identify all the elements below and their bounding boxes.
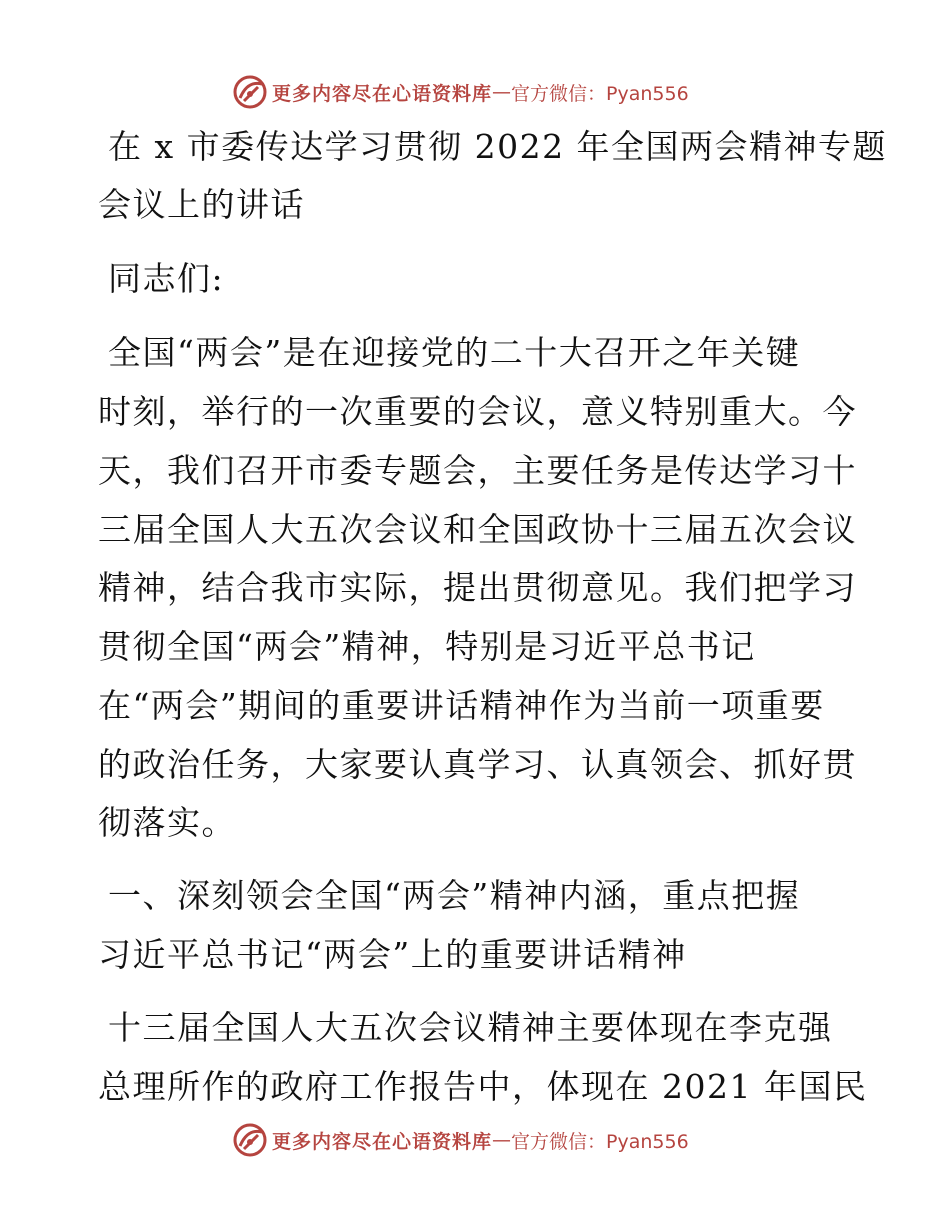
watermark-header [232,72,689,112]
section-heading-line: 一、深刻领会全国“两会”精神内涵，重点把握 [108,876,801,915]
paragraph2-line: 十三届全国人大五次会议精神主要体现在李克强 [108,1008,833,1047]
paragraph2-line: 总理所作的政府工作报告中，体现在 2021 年国民 [98,1067,868,1106]
section-heading-line: 习近平总书记“两会”上的重要讲话精神 [98,935,687,974]
watermark-footer [232,1120,689,1160]
paragraph1-line: 的政治任务，大家要认真学习、认真领会、抓好贯 [98,745,857,784]
brand-logo-icon [232,74,268,110]
paragraph1-line: 在“两会”期间的重要讲话精神作为当前一项重要 [98,686,825,725]
watermark-brand: 更多内容尽在心语资料库 [272,82,493,105]
paragraph1-line: 全国“两会”是在迎接党的二十大召开之年关键 [108,333,801,372]
doc-title-line-1: 在 x 市委传达学习贯彻 2022 年全国两会精神专题 [108,127,888,166]
watermark-suffix: 官方微信：Pyan556 [511,1130,689,1153]
paragraph1-line: 三届全国人大五次会议和全国政协十三届五次会议 [98,510,857,549]
paragraph1-line: 彻落实。 [98,803,236,842]
paragraph1-line: 时刻，举行的一次重要的会议，意义特别重大。今 [98,392,857,431]
salutation: 同志们: [108,259,225,298]
watermark-dash: — [492,1129,512,1151]
watermark-suffix: 官方微信：Pyan556 [511,82,689,105]
brand-logo-icon [232,1122,268,1158]
paragraph1-line: 天，我们召开市委专题会，主要任务是传达学习十 [98,451,857,490]
paragraph1-line: 贯彻全国“两会”精神，特别是习近平总书记 [98,627,756,666]
watermark-dash: — [492,81,512,103]
doc-title-line-2: 会议上的讲话 [98,185,305,224]
paragraph1-line: 精神，结合我市实际，提出贯彻意见。我们把学习 [98,568,857,607]
watermark-brand: 更多内容尽在心语资料库 [272,1130,493,1153]
